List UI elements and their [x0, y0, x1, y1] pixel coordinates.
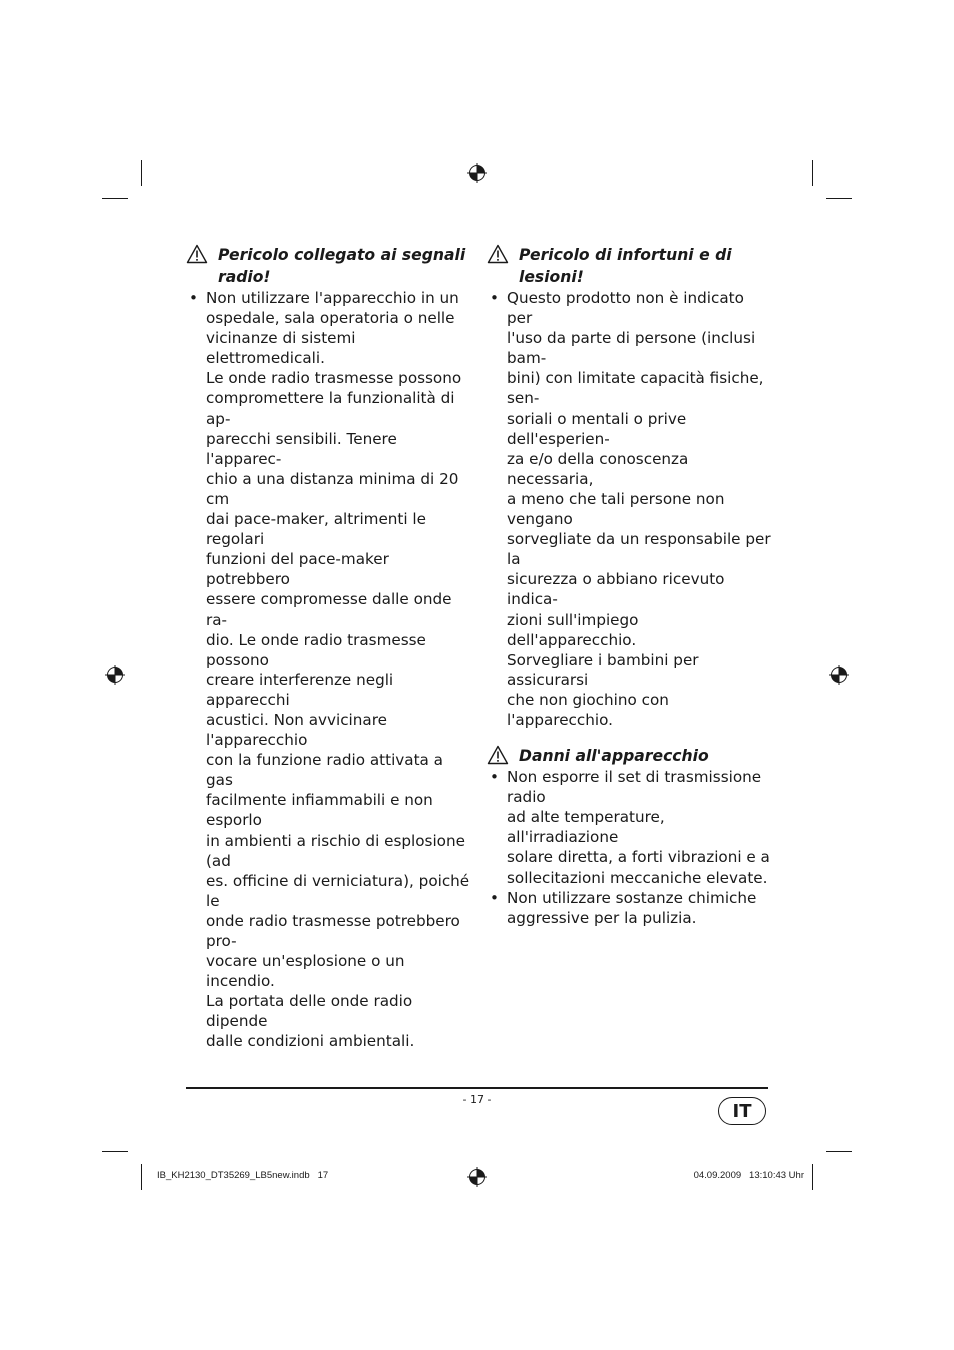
slug-file-info: IB_KH2130_DT35269_LB5new.indb 17: [157, 1170, 329, 1181]
page-number: - 17 -: [462, 1093, 492, 1106]
warning-triangle-icon: [186, 244, 208, 264]
registration-mark-right-icon: [829, 665, 849, 685]
footer-rule: [186, 1087, 768, 1089]
crop-mark-top-right-vertical: [812, 160, 813, 186]
crop-mark-bottom-right-horizontal: [826, 1151, 852, 1152]
crop-mark-top-right-horizontal: [826, 198, 852, 199]
heading-text: Pericolo di infortuni e di lesioni!: [519, 246, 732, 286]
registration-mark-top-icon: [467, 163, 487, 183]
list-item: [186, 288, 470, 1052]
warning-triangle-icon: [487, 244, 509, 264]
list-item-text: Non utilizzare sostanze chimiche aggressive per la pulizia.: [507, 888, 757, 927]
registration-mark-bottom-icon: [467, 1167, 487, 1187]
crop-mark-top-left-horizontal: [102, 198, 128, 199]
crop-mark-bottom-right-vertical: [812, 1164, 813, 1190]
crop-mark-top-left-vertical: [141, 160, 142, 186]
bullet-symbol: •: [189, 289, 198, 307]
list-item-text: Non esporre il set di trasmissione radio ad alte temperature, all'irradiazione solare diretta, a forti vibrazioni e a sollecitazioni meccaniche elevate.: [507, 768, 770, 887]
list-item: [487, 288, 771, 730]
heading-text: Danni all'apparecchio: [519, 747, 709, 766]
bullet-symbol: •: [490, 768, 499, 787]
section-heading-radio: [186, 244, 470, 288]
list-item: [487, 888, 771, 928]
list-item-text: Non utilizzare l'apparecchio in un ospedale, sala operatoria o nelle vicinanze di sistemi elettromedicali. Le onde radio trasmesse possono compromettere la funzionalità di ap- parecchi sensibili. Tenere l'apparec- chio a una distanza minima di 20 cm dai pace-maker, altrimenti le regolari funzioni del pace-maker potrebbero essere compromesse dalle onde ra- dio. Le onde radio trasmesse possono creare interferenze negli apparecchi acustici. Non avvicinare l'apparecchio con la funzione radio attivata a gas facilmente infiammabili e non esporlo in ambienti a rischio di esplosione (ad es. officine di verniciatura), poiché le onde radio trasmesse potrebbero pro- vocare un'esplosione o un incendio. La portata delle onde radio dipende dalle condizioni ambientali.: [206, 289, 470, 1051]
language-badge: IT: [718, 1097, 766, 1125]
section-heading-injury: [487, 244, 771, 288]
bullet-symbol: •: [490, 289, 499, 307]
section-heading-damage: [487, 745, 771, 767]
registration-mark-left-icon: [105, 665, 125, 685]
heading-text: Pericolo collegato ai segnali radio!: [218, 246, 466, 286]
bullet-symbol: •: [490, 888, 499, 907]
crop-mark-bottom-left-horizontal: [102, 1151, 128, 1152]
crop-mark-bottom-left-vertical: [141, 1164, 142, 1190]
list-item-text: Questo prodotto non è indicato per l'uso da parte di persone (inclusi bam- bini) con limitate capacità fisiche, sen- soriali o mentali o prive dell'esperien- za e/o della conoscenza necessaria, a meno che tali persone non vengano sorvegliate da un responsabile per la sicurezza o abbiano ricevuto indica- zioni sull'impiego dell'apparecchio. Sorvegliare i bambini per assicurarsi che non giochino con l'apparecchio.: [507, 289, 771, 729]
left-column: [186, 244, 470, 1052]
right-column: [487, 244, 771, 928]
warning-triangle-icon: [487, 745, 509, 765]
slug-date-info: 04.09.2009 13:10:43 Uhr: [693, 1170, 804, 1181]
list-item: [487, 767, 771, 888]
